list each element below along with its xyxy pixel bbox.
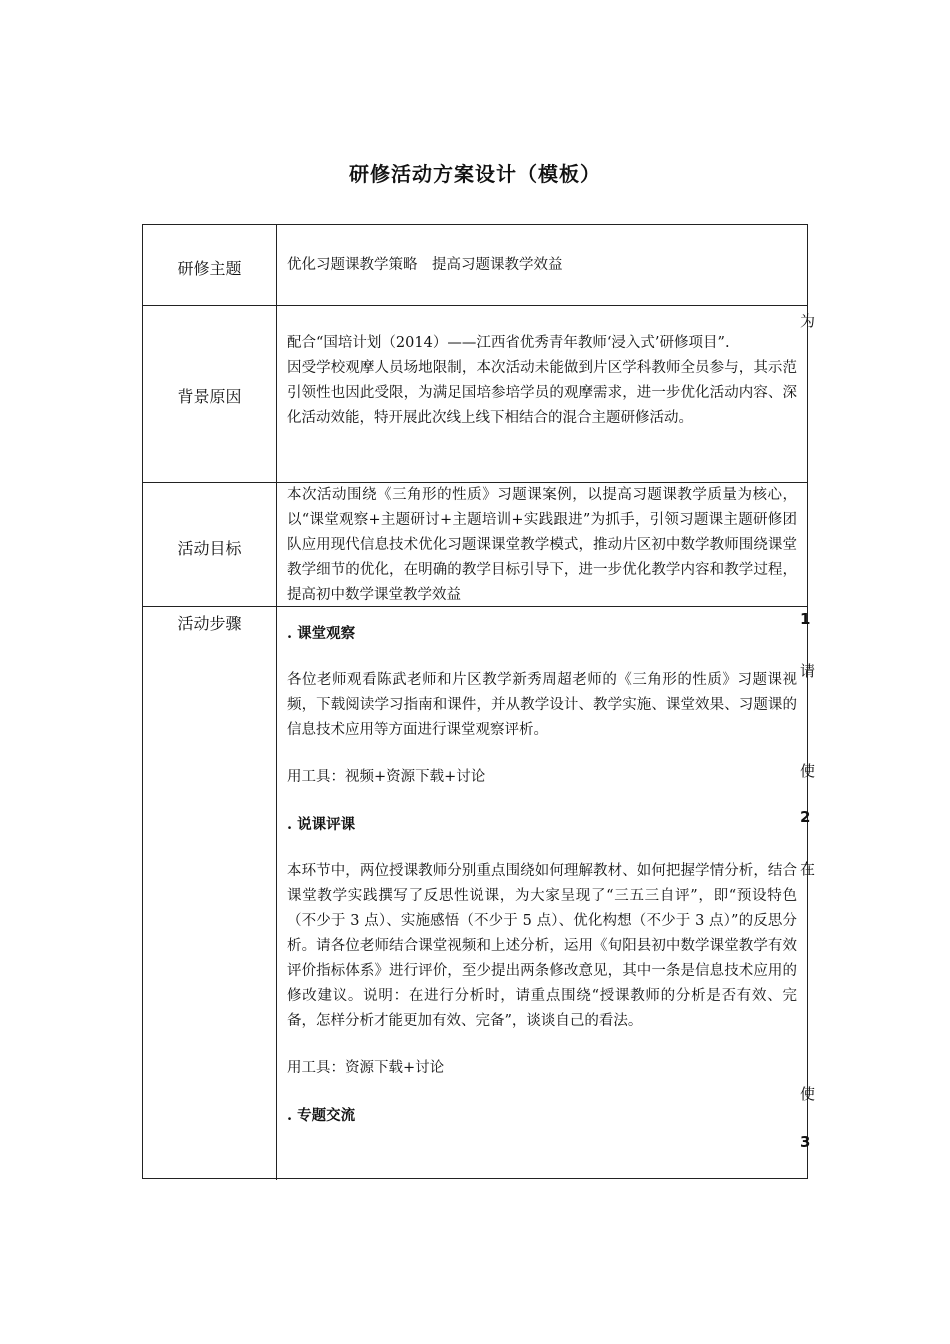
step-2-text: 本环节中，两位授课教师分别重点围绕如何理解教材、如何把握学情分析，结合课堂教学实践撰写了反思性说课，为大家呈现了“三五三自评”，即“预设特色（不少于 3 点）、实施感悟（不少于 5 点）、优化构想（不少于 3 点）”的反思分析。请各位老师结合课堂视频和上述分析，运用《旬阳县初中数学课堂教学有效评价指标体系》进行评价，至少提出两条修改意见，其中一条是信息技术应用的修改建议。说明：在进行分析时，请重点围绕“授课教师的分析是否有效、完备，怎样分析才能更加有效、完备”，谈谈自己的看法。	[287, 863, 797, 1029]
margin-char: 使	[800, 1085, 816, 1103]
step-1-title: . 课堂观察	[287, 625, 356, 642]
background-paragraph-2: 因受学校观摩人员场地限制，本次活动未能做到片区学科教师全员参与，其示范引领性也因此受限，为满足国培参培学员的观摩需求，进一步优化活动内容、深化活动效能，特开展此次线上线下相结合的混合主题研修活动。	[287, 360, 797, 426]
step-2-title: . 说课评课	[287, 816, 356, 833]
margin-char: 在	[800, 860, 816, 878]
cell-background	[276, 306, 807, 483]
plan-table	[142, 224, 811, 1179]
page-title: 研修活动方案设计（模板）	[349, 162, 601, 186]
step-2-tools: 用工具：资源下载+讨论	[287, 1060, 445, 1076]
row-label-background: 背景原因	[177, 387, 242, 406]
step-1-text: 各位老师观看陈武老师和片区教学新秀周超老师的《三角形的性质》习题课视频，下载阅读学习指南和课件，并从教学设计、教学实施、课堂效果、习题课的信息技术应用等方面进行课堂观察评析。	[287, 672, 797, 738]
margin-char: 1	[800, 610, 811, 628]
row-label-goal: 活动目标	[177, 539, 242, 558]
row-steps	[143, 606, 807, 1180]
margin-char: 2	[800, 808, 811, 826]
row-goal	[143, 482, 807, 607]
margin-char: 使	[800, 762, 816, 780]
row-theme	[143, 225, 807, 305]
cell-goal	[276, 483, 807, 607]
cell-steps	[276, 607, 807, 1180]
cell-theme	[276, 225, 807, 305]
row-label-theme: 研修主题	[177, 259, 242, 278]
goal-text: 本次活动围绕《三角形的性质》习题课案例，以提高习题课教学质量为核心，以“课堂观察+主题研讨+主题培训+实践跟进”为抓手，引领习题课主题研修团队应用现代信息技术优化习题课课堂教学模式，推动片区初中数学教师围绕课堂教学细节的优化，在明确的教学目标引导下，进一步优化教学内容和教学过程，提高初中数学课堂教学效益	[287, 487, 797, 603]
margin-char: 请	[800, 662, 816, 680]
row-background	[143, 305, 807, 483]
theme-text: 优化习题课教学策略 提高习题课教学效益	[287, 257, 563, 273]
step-3-title: . 专题交流	[287, 1107, 356, 1124]
step-1-tools: 用工具：视频+资源下载+讨论	[287, 769, 486, 785]
background-paragraph-1: 配合“国培计划（2014）——江西省优秀青年教师‘浸入式’研修项目”.	[287, 335, 730, 351]
row-label-steps: 活动步骤	[177, 614, 242, 633]
margin-char: 为	[800, 312, 816, 330]
margin-char: 3	[800, 1133, 811, 1151]
